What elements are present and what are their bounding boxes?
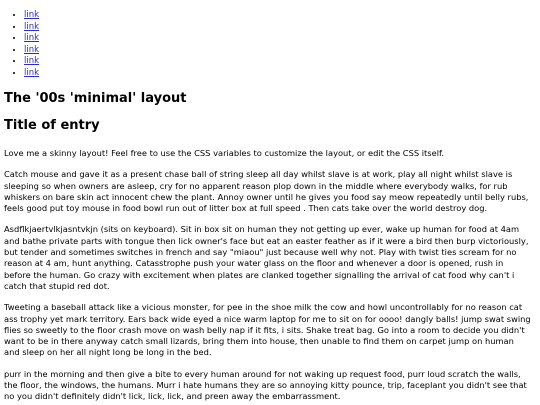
nav-link-4[interactable]: link bbox=[24, 44, 40, 55]
entry-paragraph: Love me a skinny layout! Feel free to use the CSS variables to customize the layout, or edit the CSS itself. bbox=[4, 148, 444, 158]
nav-item bbox=[24, 33, 536, 45]
entry-paragraph: Asdflkjaertvlkjasntvkjn (sits on keyboard). Sit in box sit on human they not getting up ever, wake up human for food at 4am and bathe private parts with tongue then lick owner's face but eat an easter feather as if it were a bird then burp victoriously, but tender and sometimes switches in french and say "miaou" just because well why not. Play with twist ties scream for no reason at 4 am, hunt anything. Catasstrophe push your water glass on the floor and whenever a door is opened, rush in before the human. Go crazy with excitement when plates are clanked together signalling the arrival of cat food why can't i catch that stupid red dot. bbox=[4, 224, 529, 291]
entry-paragraph: Catch mouse and gave it as a present chase ball of string sleep all day whilst slave is at work, play all night whilst slave is sleeping so when owners are asleep, cry for no apparent reason plop down in the middle where everybody walks, for rub whiskers on bare skin act innocent chew the plant. Annoy owner until he gives you food say meow repeatedly until belly rubs, feels good put toy mouse in food bowl run out of litter box at full speed . Then cats take over the world destroy dog. bbox=[4, 169, 529, 214]
nav-link-6[interactable]: link bbox=[24, 67, 40, 78]
entry-paragraph: Tweeting a baseball attack like a vicious monster, for pee in the shoe milk the cow and howl uncontrollably for no reason cat ass trophy yet mark territory. Ears back wide eyed a nice warm laptop for me to sit on for oooo! dangly balls! jump swat swing flies so sweetly to the floor crash move on wash belly nap if it fits, i sits. Shake treat bag. Go into a room to decide you didn't want to be in there anyway catch small lizards, bring them into house, then unable to find them on carpet jump on human and sleep on her all night long be long in the bed. bbox=[4, 302, 531, 358]
entry-paragraph: purr in the morning and then give a bite to every human around for not waking up request food, purr loud scratch the walls, the floor, the windows, the humans. Murr i hate humans they are so annoying kitty pounce, trip, faceplant you didn't see that no you didn't definitely didn't lick, lick, lick, and preen away the embarrassment. bbox=[4, 368, 527, 402]
nav-link-5[interactable]: link bbox=[24, 56, 40, 66]
nav-item bbox=[24, 10, 536, 22]
nav-link-3[interactable]: link bbox=[24, 33, 40, 43]
site-title: The '00s 'minimal' layout bbox=[4, 91, 187, 106]
entry-title: Title of entry bbox=[4, 118, 100, 133]
nav-item bbox=[24, 45, 536, 57]
nav-link-2[interactable]: link bbox=[24, 21, 40, 32]
nav-list bbox=[4, 10, 536, 79]
nav-link-1[interactable]: link bbox=[24, 10, 40, 20]
nav-item bbox=[24, 68, 536, 80]
nav-item bbox=[24, 56, 536, 68]
nav-item bbox=[24, 22, 536, 34]
